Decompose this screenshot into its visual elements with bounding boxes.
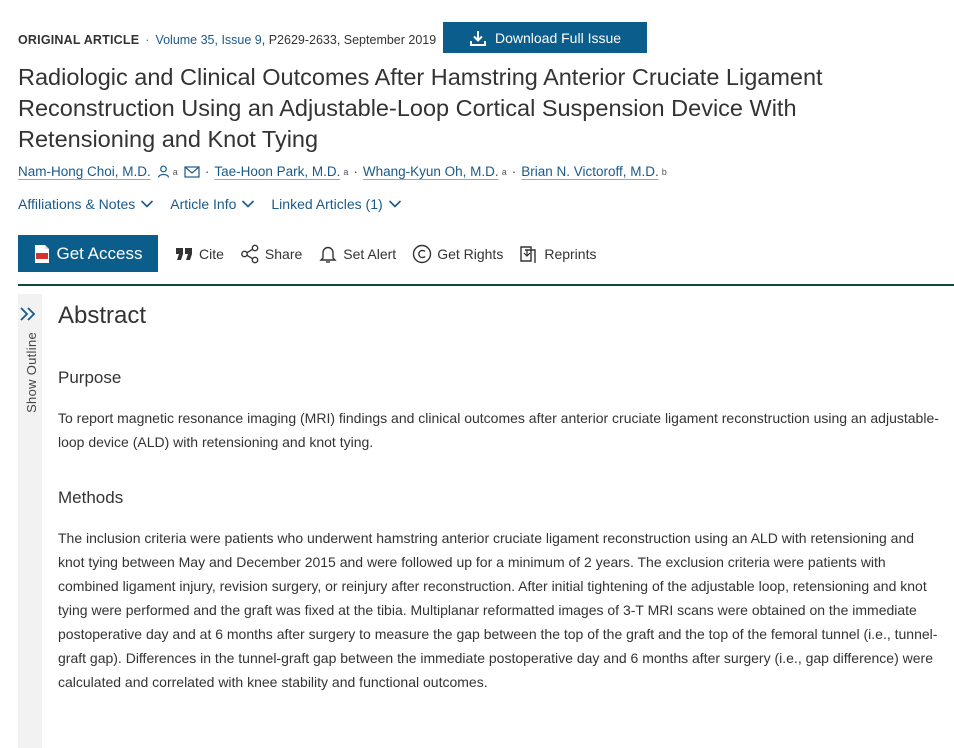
article-info-dropdown[interactable] [170,196,255,212]
get-rights-label: Get Rights [437,245,504,262]
show-outline-toggle[interactable] [18,300,42,430]
methods-heading: Methods [58,488,124,507]
email-icon[interactable] [184,166,200,178]
get-access-label: Get Access [56,243,143,263]
chevron-down-icon [241,199,255,209]
author-separator: · [204,164,210,179]
cite-button[interactable] [175,246,224,262]
author-link[interactable]: Brian N. Victoroff, M.D. [521,164,659,179]
pages-date: , P2629-2633, September 2019 [261,33,437,47]
meta-separator: · [145,33,150,47]
affiliation-marker: a [501,166,507,177]
affiliations-label: Affiliations & Notes [18,196,136,212]
section-divider [18,284,954,286]
quote-icon [175,247,194,261]
author-list [18,164,938,179]
author-separator: · [511,164,517,179]
purpose-heading: Purpose [58,368,122,387]
get-access-button[interactable] [18,235,158,272]
article-details-dropdowns [18,196,418,212]
reprints-button[interactable] [519,244,596,264]
purpose-text: To report magnetic resonance imaging (MRI) findings and clinical outcomes after anterior cruciate ligament reconstruction using an adjustable-loop device (ALD) with retensioning and knot tying. [58,410,939,450]
download-icon [469,29,487,47]
author-link[interactable]: Nam-Hong Choi, M.D. [18,164,151,179]
copyright-icon [412,244,432,264]
share-button[interactable] [240,244,302,264]
show-outline-label: Show Outline [24,332,39,413]
abstract-heading: Abstract [58,302,147,329]
affiliation-marker: a [343,166,349,177]
download-full-issue-button[interactable] [443,22,647,53]
set-alert-button[interactable] [318,244,396,264]
linked-articles-label: Linked Articles (1) [271,196,383,212]
article-info-label: Article Info [170,196,237,212]
share-label: Share [264,245,303,262]
get-rights-button[interactable] [412,244,503,264]
volume-issue-link[interactable]: Volume 35, Issue 9 [155,33,262,47]
chevron-down-icon [140,199,154,209]
set-alert-label: Set Alert [343,245,397,262]
article-toolbar [18,235,954,272]
bell-icon [318,244,338,264]
affiliations-dropdown[interactable] [18,196,154,212]
person-icon[interactable] [157,165,170,178]
affiliation-marker: b [661,166,667,177]
chevron-down-icon [388,199,402,209]
author-link[interactable]: Whang-Kyun Oh, M.D. [362,164,499,179]
article-meta [18,22,938,58]
affiliation-marker: a [172,166,178,177]
article-title: Radiologic and Clinical Outcomes After Hamstring Anterior Cruciate Ligament Reconstruction Using an Adjustable-Loop Cortical Suspension Device With Retensioning and Knot Tying [18,64,823,152]
pdf-icon [34,244,50,264]
reprints-icon [519,244,539,264]
share-icon [240,244,260,264]
double-chevron-right-icon [18,304,38,324]
author-separator: · [353,164,358,179]
cite-label: Cite [199,245,224,262]
reprints-label: Reprints [544,245,597,262]
article-type: ORIGINAL ARTICLE [18,33,140,47]
download-label: Download Full Issue [494,29,622,46]
methods-text: The inclusion criteria were patients who underwent hamstring anterior cruciate ligament reconstruction using an ALD with retensioning and knot tying between May and December 2015 and were followed up for a minimum of 2 years. The exclusion criteria were patients with combined ligament injury, revision surgery, or reinjury after reconstruction. After initial tightening of the adjustable loop, retensioning and knot tying were performed and the graft was fixed at the tibia. Multiplanar reformatted images of 3-T MRI scans were obtained on the immediate postoperative day and at 6 months after surgery to measure the gap between the top of the graft and the top of the femoral tunnel (i.e., tunnel-graft gap). Differences in the tunnel-graft gap between the immediate postoperative day and 6 months after surgery (i.e., gap difference) were calculated and correlated with knee stability and functional outcomes. [58,530,938,690]
author-link[interactable]: Tae-Hoon Park, M.D. [214,164,341,179]
linked-articles-dropdown[interactable] [271,196,401,212]
